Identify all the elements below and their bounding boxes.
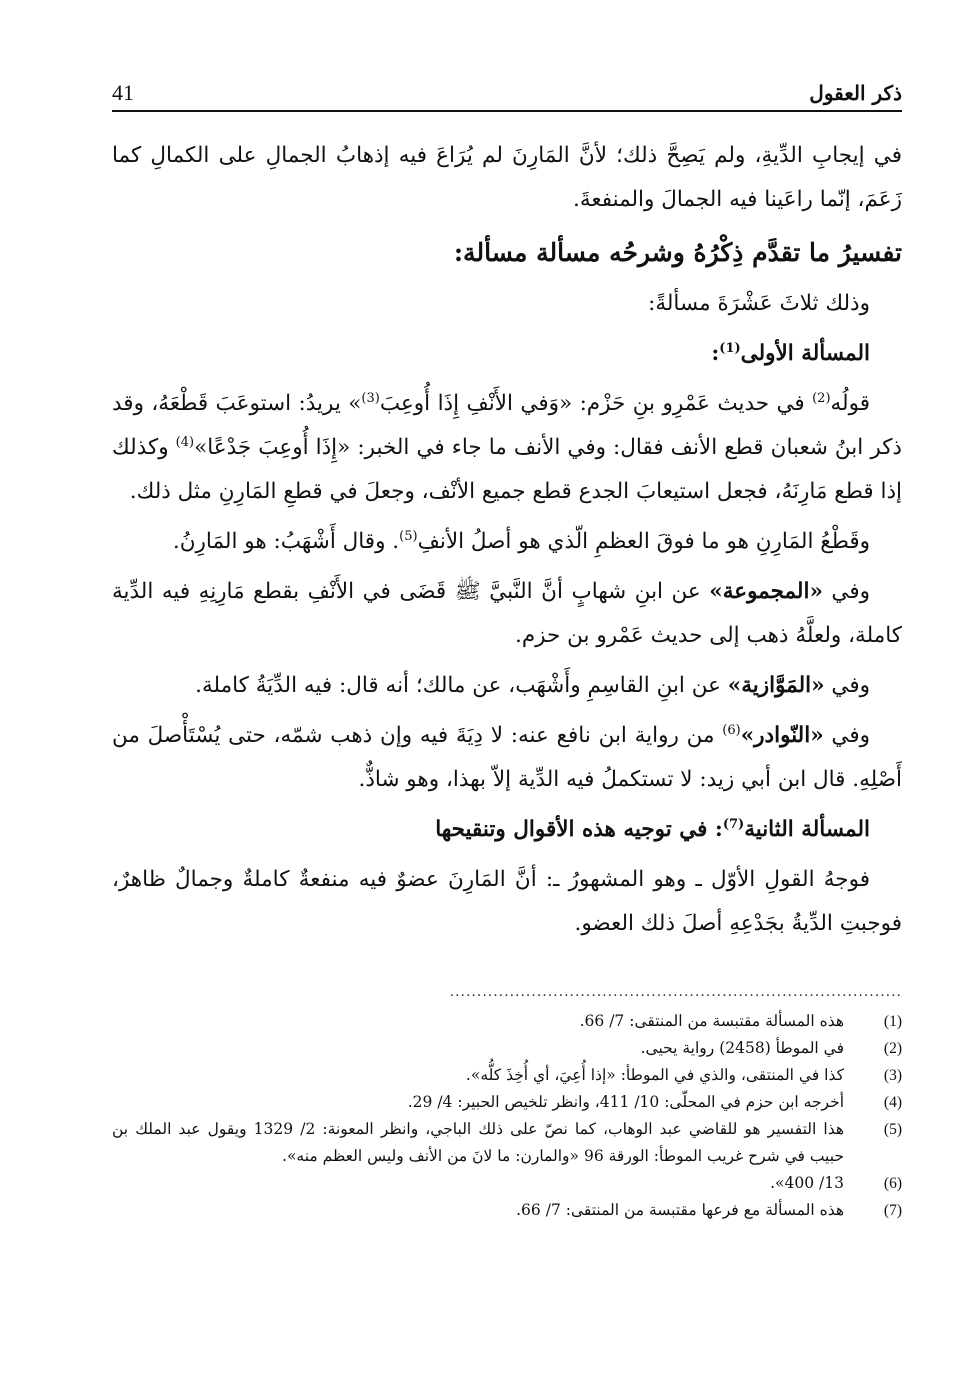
- intro-line: وذلك ثلاثَ عَشْرَةَ مسألةً:: [648, 291, 870, 316]
- main-text: [112, 134, 902, 952]
- footnote-ref-3: (3): [361, 390, 380, 406]
- paragraph-7: فوجهُ القولِ الأوّل ـ وهو المشهورُ ـ: أنَّ المَارِنَ عضوٌ فيه منفعةٌ كاملةٌ وجمالٌ ظاهرٌ، فوجبتِ الدِّيةُ بجَدْعِهِ أصلَ ذلك العضو.: [112, 867, 902, 936]
- footnote-number: (4): [883, 1094, 902, 1111]
- question-1-title: [112, 332, 902, 376]
- paragraph-1: في إيجابِ الدِّيةِ، ولم يَصِحَّ ذلك؛ لأنَّ المَارِنَ لم يُرَاعَ فيه إذهابُ الجمالِ على الكمالِ كما زَعَمَ، إنّما راعَينا فيه الجمالَ والمنفعةَ.: [112, 143, 902, 212]
- footnote-number: (5): [883, 1121, 902, 1138]
- p2-part-b: في حديث عَمْرِو بنِ حَزْم: «وَفي الأَنْفِ إِذَا أُوعِبَ: [379, 391, 813, 416]
- footnote-number: (6): [883, 1175, 902, 1192]
- footnote-text: في الموطأ (2458) رواية يحيى.: [640, 1039, 844, 1057]
- p3-part-b: . وقال أَشْهَبُ: هو المَارِنُ.: [172, 529, 400, 554]
- source-title-majmua: «المجموعة»: [709, 579, 823, 604]
- p2-part-d: وكذلك إذا قطع مَارِنَهُ، فجعل استيعابَ الجدع قطع جميع الأنْف، وجعلَ في قطعِ المَارِنِ مثل ذلك.: [112, 435, 902, 504]
- footnote-text: 13/ 400».: [770, 1174, 844, 1192]
- running-title: ذكر العقول: [809, 81, 902, 105]
- p4-part-b: عن ابنِ شهابٍ أنَّ النَّبيَّ ﷺ قَضَى في الأَنْفِ بقطع مَارِنِهِ فيه الدِّية كاملة، ولعلَّهُ ذهب إلى حديث عَمْرو بن حزم.: [112, 579, 902, 648]
- question-2-title: [112, 808, 902, 852]
- source-title-nawadir: «النّوادر»: [740, 723, 824, 748]
- footnotes: [112, 1008, 902, 1224]
- footnote-text: هذه المسألة مقتبسة من المنتقى: 7/ 66.: [579, 1012, 844, 1030]
- footnote: [112, 1116, 902, 1170]
- question-1-label: المسألة الأولى: [740, 341, 870, 366]
- paragraph-3: [112, 520, 902, 564]
- question-1-colon: :: [711, 341, 720, 366]
- page-header: [112, 76, 902, 112]
- page-number: 41: [112, 80, 134, 105]
- p4-part-a: وفي: [822, 579, 870, 604]
- footnote-number: (3): [883, 1067, 902, 1084]
- footnote: [112, 1008, 902, 1035]
- footnote-divider: ...................................................................................: [449, 984, 902, 1000]
- p6-part-b: من رواية ابن نافع عنه: لا دِيَةَ فيه وإن ذهب شمّه، حتى يُسْتَأْصلَ من أَصْلِهِ. قال ابن أبي زيد: لا تستكملُ فيه الدِّية إلاّ بهذا، وهو شاذٌّ.: [112, 723, 902, 792]
- p5-part-a: وفي: [824, 673, 870, 698]
- p3-part-a: وقَطْعُ المَارِنِ هو ما فوقَ العظمِ الّذي هو أصلُ الأنفِ: [417, 529, 870, 554]
- footnote: [112, 1035, 902, 1062]
- footnote-text: هذه المسألة مع فرعها مقتبسة من المنتقى: 7/ 66.: [516, 1201, 844, 1219]
- footnote-ref-7: (7): [722, 816, 745, 832]
- footnote: [112, 1197, 902, 1224]
- p5-part-b: عن ابنِ القاسِمِ وأَشْهَب، عن مالك؛ أنه قال: فيه الدِّيَةُ كاملة.: [195, 673, 728, 698]
- footnote: [112, 1170, 902, 1197]
- p6-part-a: وفي: [823, 723, 870, 748]
- p2-part-a: قولُه: [830, 391, 870, 416]
- section-heading: تفسيرُ ما تقدَّم ذِكْرُهُ وشرحُه مسألة مسألة:: [453, 238, 902, 267]
- footnote: [112, 1062, 902, 1089]
- footnote-text: كذا في المنتقى، والذي في الموطأ: «إذا أُعِيَ، أي أُخِذَ كلُّه».: [465, 1066, 844, 1084]
- footnote-ref-6: (6): [722, 722, 741, 738]
- paragraph-6: [112, 714, 902, 802]
- footnote-ref-4: (4): [175, 434, 195, 450]
- footnote-ref-1: (1): [719, 340, 741, 356]
- p2-part-c: » يريدُ: استوعَبَ قَطْعَهُ، وقد ذكر ابنُ شعبان قطع الأنف فقال: وفي الأنف ما جاء في الخبر: «إِذَا أُوعِبَ جَدْعًا»: [112, 391, 902, 460]
- footnote-number: (7): [883, 1202, 902, 1219]
- footnote-text: أخرجه ابن حزم في المحلّى: 10/ 411، وانظر تلخيص الحبير: 4/ 29.: [407, 1093, 844, 1111]
- paragraph-5: [112, 664, 902, 708]
- footnote: [112, 1089, 902, 1116]
- footnote-ref-2: (2): [812, 390, 831, 406]
- paragraph-2: [112, 382, 902, 514]
- footnote-number: (1): [883, 1013, 902, 1030]
- footnote-text: هذا التفسير هو للقاضي عبد الوهاب، كما نصّ على ذلك الباجي، وانظر المعونة: 2/ 1329 ويقول عبد الملك بن حبيب في شرح غريب الموطأ: الورقة 96 «والمارن: ما لانَ من الأنف وليس العظم منه».: [112, 1120, 844, 1165]
- footnote-ref-5: (5): [399, 528, 418, 544]
- footnote-number: (2): [883, 1040, 902, 1057]
- source-title-mawwaziya: «المَوَّازية»: [727, 673, 825, 698]
- question-2-subject: : في توجيه هذه الأقوال وتنقيحها: [435, 817, 723, 842]
- question-2-label: المسألة الثانية: [744, 817, 870, 842]
- paragraph-4: [112, 570, 902, 658]
